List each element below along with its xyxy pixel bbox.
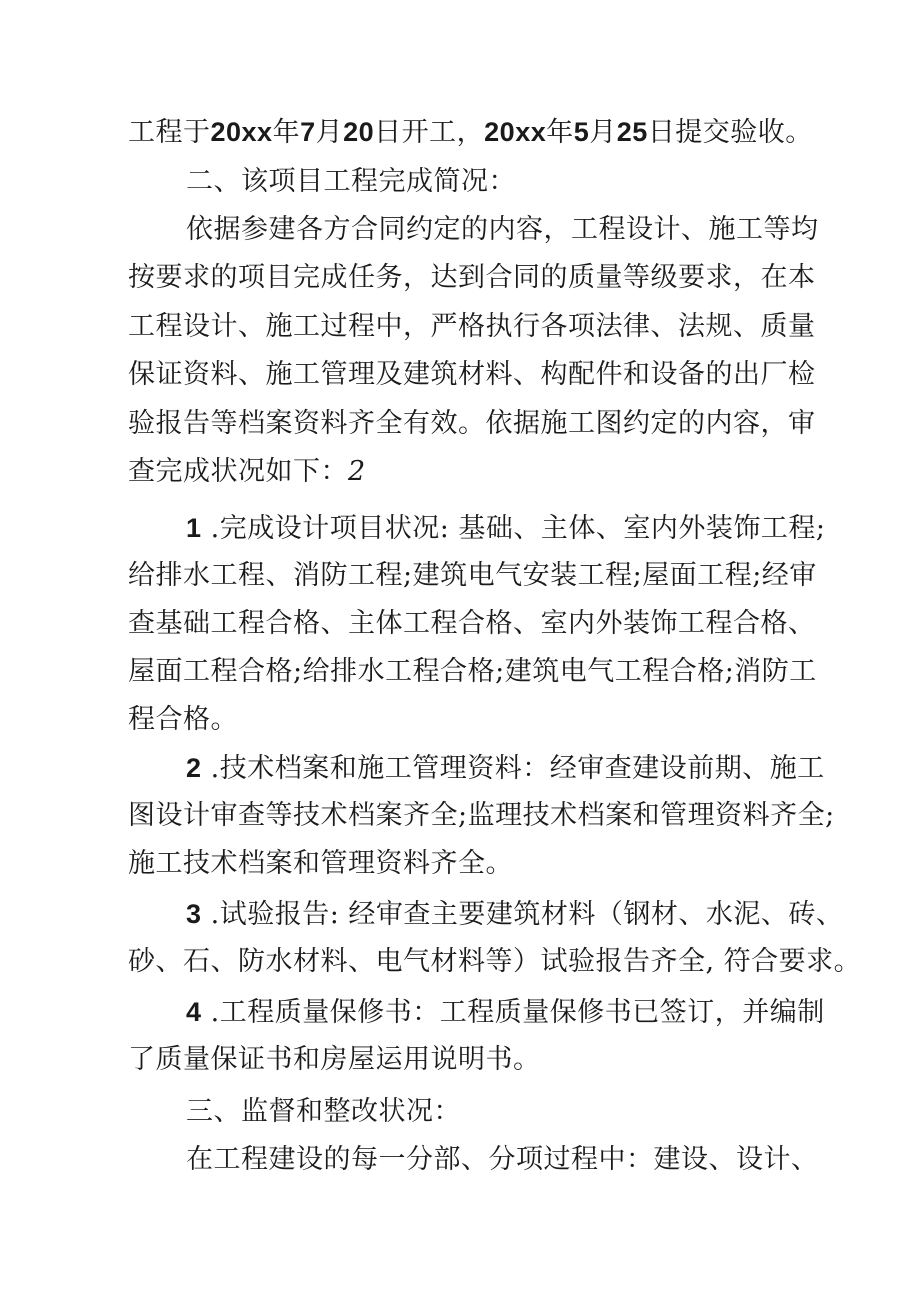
list-text: .完成设计项目状况: 基础、主体、室内外装饰工程; [210, 513, 826, 544]
list-item-3 [186, 896, 843, 933]
year-end: 20xx [484, 117, 547, 147]
list-item-1 [186, 510, 825, 547]
list-text: .工程质量保修书：工程质量保修书已签订，并编制 [210, 997, 825, 1028]
paragraph-line: 图设计审查等技术档案齐全;监理技术档案和管理资料齐全; [128, 800, 835, 831]
text-run: 工程于 [128, 117, 211, 148]
paragraph-line: 给排水工程、消防工程;建筑电气安装工程;屋面工程;经审 [128, 560, 817, 591]
paragraph-line: 保证资料、施工管理及建筑材料、构配件和设备的出厂检 [128, 359, 816, 390]
day-start: 20 [343, 117, 375, 147]
text-run: 月 [315, 117, 344, 148]
page-mark: 2 [348, 456, 366, 487]
list-item-2 [186, 750, 825, 787]
section-heading-2: 二、该项目工程完成简况： [186, 166, 516, 197]
paragraph-line [128, 454, 366, 490]
section-heading-3: 三、监督和整改状况： [186, 1096, 461, 1127]
paragraph-line: 了质量保证书和房屋运用说明书。 [128, 1044, 541, 1075]
paragraph-line: 屋面工程合格;给排水工程合格;建筑电气工程合格;消防工 [128, 656, 817, 687]
day-end: 25 [616, 117, 648, 147]
list-number: 3 [186, 899, 202, 929]
list-item-4 [186, 994, 825, 1031]
paragraph-line-dates [128, 114, 813, 151]
text-run: 年 [272, 117, 301, 148]
text-run: 年 [546, 117, 574, 148]
text-run: 查完成状况如下： [128, 456, 348, 487]
paragraph-line: 工程设计、施工过程中，严格执行各项法律、法规、质量 [128, 311, 816, 342]
month-start: 7 [300, 117, 316, 147]
paragraph-line: 程合格。 [128, 704, 238, 735]
paragraph-line: 按要求的项目完成任务，达到合同的质量等级要求，在本 [128, 262, 816, 293]
list-number: 4 [186, 997, 202, 1027]
paragraph-line: 在工程建设的每一分部、分项过程中：建设、设计、 [186, 1144, 819, 1175]
list-text: .技术档案和施工管理资料：经审查建设前期、施工 [210, 753, 825, 784]
text-run: 日提交验收。 [647, 117, 813, 148]
list-number: 2 [186, 753, 202, 783]
paragraph-line: 依据参建各方合同约定的内容，工程设计、施工等均 [186, 214, 819, 245]
paragraph-line: 查基础工程合格、主体工程合格、室内外装饰工程合格、 [128, 608, 816, 639]
list-text: .试验报告: 经审查主要建筑材料（钢材、水泥、砖、 [210, 899, 844, 930]
month-end: 5 [573, 117, 590, 147]
paragraph-line: 砂、石、防水材料、电气材料等）试验报告齐全, 符合要求。 [128, 946, 862, 977]
text-run: 月 [589, 117, 617, 148]
paragraph-line: 施工技术档案和管理资料齐全。 [128, 848, 513, 879]
list-number: 1 [186, 513, 202, 543]
paragraph-line: 验报告等档案资料齐全有效。依据施工图约定的内容，审 [128, 408, 816, 439]
year-start: 20xx [210, 117, 273, 147]
text-run: 日开工， [374, 117, 485, 148]
